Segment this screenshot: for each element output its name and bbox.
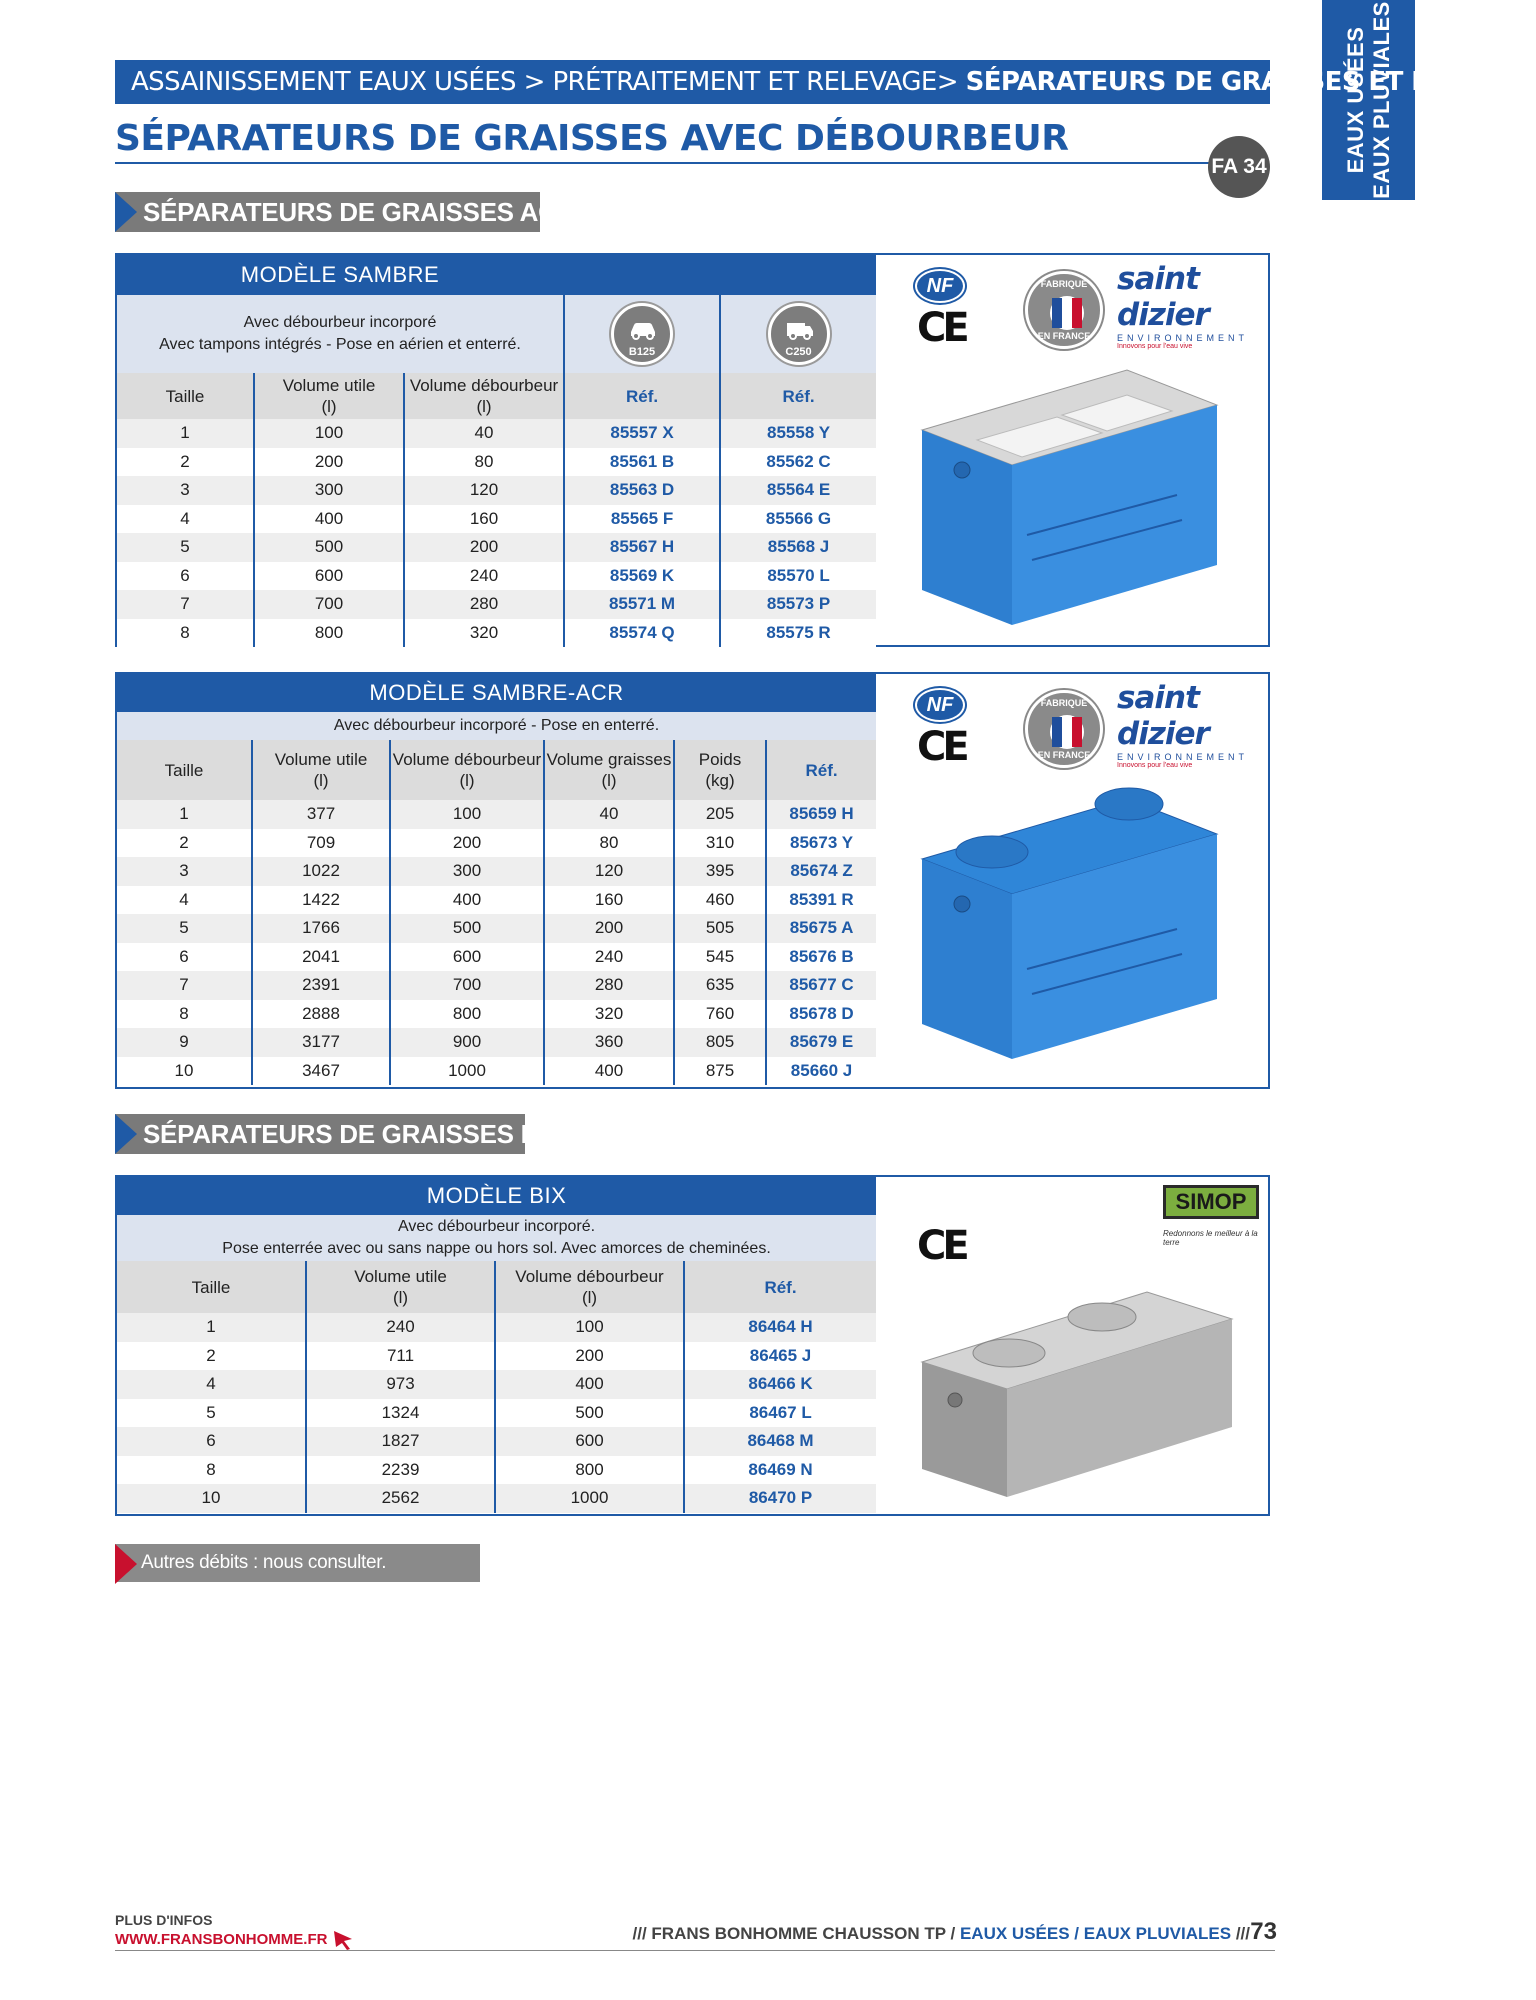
table-row — [117, 562, 876, 591]
side-tab-line2: EAUX PLUVIALES — [1368, 1, 1394, 199]
simop-logo: SIMOP — [1163, 1185, 1259, 1219]
table-row — [117, 419, 876, 448]
bix-cell-vu: 973 — [306, 1370, 495, 1399]
sambre-cell-taille: 5 — [117, 533, 254, 562]
acr-cell-taille: 2 — [117, 829, 252, 858]
side-tab-line1: EAUX USÉES — [1342, 26, 1368, 174]
table-row — [117, 1399, 876, 1428]
acr-cell-taille: 4 — [117, 886, 252, 915]
ce-mark: CE — [917, 724, 966, 770]
sambre-cell-vd: 80 — [404, 448, 564, 477]
sambre-cell-r2: 85564 E — [720, 476, 876, 505]
acr-cell-taille: 9 — [117, 1028, 252, 1057]
header-volume-utile: Volume utile (l) — [254, 373, 404, 419]
sambre-cell-vd: 200 — [404, 533, 564, 562]
acr-cell-vg: 320 — [544, 1000, 674, 1029]
acr-cell-r: 85391 R — [766, 886, 876, 915]
bix-description — [117, 1215, 876, 1261]
acr-cell-r: 85678 D — [766, 1000, 876, 1029]
acr-cell-vg: 360 — [544, 1028, 674, 1057]
acr-cell-r: 85673 Y — [766, 829, 876, 858]
bix-table — [117, 1177, 876, 1513]
header-taille: Taille — [117, 740, 252, 800]
acr-cell-vd: 800 — [390, 1000, 544, 1029]
sambre-cell-vd: 320 — [404, 619, 564, 648]
header-ref: Réf. — [684, 1261, 876, 1313]
bix-cell-taille: 2 — [117, 1342, 306, 1371]
bix-cell-vd: 500 — [495, 1399, 684, 1428]
bix-cell-taille: 10 — [117, 1484, 306, 1513]
bix-cell-vd: 600 — [495, 1427, 684, 1456]
acr-cell-vd: 1000 — [390, 1057, 544, 1086]
sambre-cell-r2: 85568 J — [720, 533, 876, 562]
sambre-cell-r1: 85571 M — [564, 590, 720, 619]
sambre-table — [117, 255, 876, 647]
acr-cell-vd: 600 — [390, 943, 544, 972]
nf-logo: NF — [915, 688, 965, 722]
sambre-cell-r2: 85570 L — [720, 562, 876, 591]
sambre-cell-taille: 2 — [117, 448, 254, 477]
acr-cell-vg: 280 — [544, 971, 674, 1000]
sambre-cell-r1: 85574 Q — [564, 619, 720, 648]
acr-cell-p: 205 — [674, 800, 766, 829]
page-title: SÉPARATEURS DE GRAISSES AVEC DÉBOURBEUR — [115, 118, 1069, 159]
acr-cell-vu: 709 — [252, 829, 390, 858]
acr-cell-vg: 400 — [544, 1057, 674, 1086]
acr-cell-vg: 120 — [544, 857, 674, 886]
sambre-cell-taille: 4 — [117, 505, 254, 534]
sambre-acr-product-box — [115, 672, 1270, 1089]
acr-cell-p: 460 — [674, 886, 766, 915]
acr-cell-vu: 1422 — [252, 886, 390, 915]
bix-product-box — [115, 1175, 1270, 1516]
bix-cell-taille: 6 — [117, 1427, 306, 1456]
c250-icon-cell — [720, 295, 876, 373]
sambre-cell-r1: 85561 B — [564, 448, 720, 477]
bix-cell-r: 86466 K — [684, 1370, 876, 1399]
acr-cell-vg: 40 — [544, 800, 674, 829]
section-header-acier: SÉPARATEURS DE GRAISSES ACIER — [115, 192, 540, 232]
acr-cell-r: 85677 C — [766, 971, 876, 1000]
breadcrumb-path: ASSAINISSEMENT EAUX USÉES > PRÉTRAITEMENT ET RELEVAGE> — [131, 67, 966, 97]
bix-cell-taille: 1 — [117, 1313, 306, 1342]
van-icon — [768, 303, 830, 365]
sambre-cell-vu: 600 — [254, 562, 404, 591]
sambre-tank-image — [917, 345, 1257, 635]
table-row — [117, 1484, 876, 1513]
acr-cell-vd: 400 — [390, 886, 544, 915]
acr-cell-vd: 700 — [390, 971, 544, 1000]
sambre-cell-r1: 85565 F — [564, 505, 720, 534]
table-row — [117, 943, 876, 972]
ce-mark: CE — [917, 1223, 966, 1269]
sambre-product-box — [115, 253, 1270, 647]
bix-cell-r: 86465 J — [684, 1342, 876, 1371]
acr-cell-vu: 377 — [252, 800, 390, 829]
sambre-model-title: MODÈLE SAMBRE — [117, 255, 564, 295]
header-taille: Taille — [117, 1261, 306, 1313]
b125-label: B125 — [628, 346, 656, 358]
acr-cell-p: 635 — [674, 971, 766, 1000]
acr-cell-vd: 300 — [390, 857, 544, 886]
acr-cell-vd: 900 — [390, 1028, 544, 1057]
sambre-cell-r1: 85563 D — [564, 476, 720, 505]
simop-tagline: Redonnons le meilleur à la terre — [1163, 1229, 1258, 1247]
ce-mark: CE — [917, 305, 966, 351]
sambre-cell-vu: 300 — [254, 476, 404, 505]
note-other-flows: Autres débits : nous consulter. — [115, 1544, 480, 1582]
sambre-cell-taille: 1 — [117, 419, 254, 448]
bix-tank-image — [917, 1257, 1257, 1502]
acr-cell-r: 85674 Z — [766, 857, 876, 886]
acr-cell-taille: 10 — [117, 1057, 252, 1086]
breadcrumb — [115, 60, 1536, 104]
acr-cell-r: 85659 H — [766, 800, 876, 829]
sambre-cell-vu: 200 — [254, 448, 404, 477]
sambre-cell-vd: 40 — [404, 419, 564, 448]
header-volume-debourbeur: Volume débourbeur (l) — [390, 740, 544, 800]
table-row — [117, 914, 876, 943]
bix-cell-vu: 2239 — [306, 1456, 495, 1485]
table-row — [117, 590, 876, 619]
bix-cell-r: 86464 H — [684, 1313, 876, 1342]
sambre-cell-taille: 6 — [117, 562, 254, 591]
sambre-acr-description: Avec débourbeur incorporé - Pose en enterré. — [117, 712, 876, 740]
acr-cell-vg: 80 — [544, 829, 674, 858]
saint-dizier-logo: saint dizier ENVIRONNEMENT Innovons pour l'eau vive — [1117, 261, 1249, 350]
page-number: 73 — [1250, 1918, 1277, 1945]
bix-cell-r: 86467 L — [684, 1399, 876, 1428]
acr-cell-vg: 200 — [544, 914, 674, 943]
table-row — [117, 971, 876, 1000]
bix-cell-vu: 711 — [306, 1342, 495, 1371]
sambre-acr-table — [117, 674, 876, 1085]
header-ref-c250: Réf. — [720, 373, 876, 419]
footer-plus-infos: PLUS D'INFOS — [115, 1912, 213, 1928]
acr-cell-vg: 240 — [544, 943, 674, 972]
table-row — [117, 1342, 876, 1371]
c250-label: C250 — [785, 346, 812, 358]
bix-cell-taille: 4 — [117, 1370, 306, 1399]
acr-cell-taille: 1 — [117, 800, 252, 829]
breadcrumb-current: SÉPARATEURS DE GRAISSES ET FÉCULES — [965, 67, 1536, 97]
sambre-desc-line2: Avec tampons intégrés - Pose en aérien et enterré. — [159, 336, 521, 353]
acr-cell-r: 85675 A — [766, 914, 876, 943]
table-row — [117, 1000, 876, 1029]
side-category-tab[interactable] — [1322, 0, 1415, 200]
sambre-desc-line1: Avec débourbeur incorporé — [243, 314, 437, 331]
acr-cell-p: 395 — [674, 857, 766, 886]
bix-cell-vu: 240 — [306, 1313, 495, 1342]
acr-cell-r: 85660 J — [766, 1057, 876, 1086]
cursor-arrow-icon — [332, 1929, 356, 1951]
acr-cell-vu: 2391 — [252, 971, 390, 1000]
fa-badge: FA 34 — [1208, 136, 1270, 198]
header-volume-debourbeur: Volume débourbeur (l) — [404, 373, 564, 419]
sambre-cell-r1: 85569 K — [564, 562, 720, 591]
bix-model-title: MODÈLE BIX — [117, 1177, 876, 1215]
sambre-cell-r2: 85558 Y — [720, 419, 876, 448]
bix-cell-vu: 1827 — [306, 1427, 495, 1456]
bix-cell-vd: 400 — [495, 1370, 684, 1399]
table-row — [117, 1427, 876, 1456]
nf-logo: NF — [915, 269, 965, 303]
table-row — [117, 476, 876, 505]
table-row — [117, 533, 876, 562]
saint-dizier-logo: saint dizier ENVIRONNEMENT Innovons pour l'eau vive — [1117, 680, 1249, 769]
table-row — [117, 857, 876, 886]
acr-cell-taille: 3 — [117, 857, 252, 886]
sambre-cell-r2: 85562 C — [720, 448, 876, 477]
header-ref-b125: Réf. — [564, 373, 720, 419]
bix-cell-r: 86468 M — [684, 1427, 876, 1456]
footer-website-link[interactable]: WWW.FRANSBONHOMME.FR — [115, 1929, 356, 1951]
acr-cell-vu: 2041 — [252, 943, 390, 972]
bix-desc-line1: Avec débourbeur incorporé. — [397, 1218, 596, 1235]
section-header-inox: SÉPARATEURS DE GRAISSES INOX — [115, 1114, 525, 1154]
sambre-acr-tank-image — [917, 764, 1257, 1074]
bix-cell-vu: 2562 — [306, 1484, 495, 1513]
sambre-description — [117, 295, 564, 373]
sambre-cell-taille: 3 — [117, 476, 254, 505]
sambre-cell-r2: 85575 R — [720, 619, 876, 648]
header-ref: Réf. — [766, 740, 876, 800]
table-row — [117, 829, 876, 858]
header-volume-graisses: Volume graisses (l) — [544, 740, 674, 800]
acr-cell-p: 760 — [674, 1000, 766, 1029]
sambre-cell-r1: 85567 H — [564, 533, 720, 562]
bix-cell-r: 86469 N — [684, 1456, 876, 1485]
bix-cell-r: 86470 P — [684, 1484, 876, 1513]
acr-cell-vd: 100 — [390, 800, 544, 829]
acr-cell-taille: 7 — [117, 971, 252, 1000]
car-icon — [611, 303, 673, 365]
bix-cell-vd: 1000 — [495, 1484, 684, 1513]
acr-cell-p: 545 — [674, 943, 766, 972]
bix-cell-vu: 1324 — [306, 1399, 495, 1428]
sambre-cell-taille: 7 — [117, 590, 254, 619]
bix-cell-taille: 5 — [117, 1399, 306, 1428]
header-volume-utile: Volume utile (l) — [252, 740, 390, 800]
sambre-cell-vd: 280 — [404, 590, 564, 619]
acr-cell-vg: 160 — [544, 886, 674, 915]
table-row — [117, 1456, 876, 1485]
sambre-cell-vd: 240 — [404, 562, 564, 591]
footer-publication: /// FRANS BONHOMME CHAUSSON TP / EAUX USÉES / EAUX PLUVIALES /// — [632, 1924, 1250, 1943]
header-poids: Poids (kg) — [674, 740, 766, 800]
footer-rule — [115, 1950, 1275, 1951]
table-row — [117, 619, 876, 648]
header-taille: Taille — [117, 373, 254, 419]
acr-cell-vu: 1022 — [252, 857, 390, 886]
sambre-cell-vu: 500 — [254, 533, 404, 562]
acr-cell-vu: 3467 — [252, 1057, 390, 1086]
fabrique-en-france-badge: FABRIQUÉ EN FRANCE — [1025, 271, 1103, 349]
fabrique-en-france-badge: FABRIQUÉ EN FRANCE — [1025, 690, 1103, 768]
bix-cell-taille: 8 — [117, 1456, 306, 1485]
table-row — [117, 1313, 876, 1342]
title-rule — [115, 162, 1225, 164]
table-row — [117, 448, 876, 477]
sambre-cell-vu: 400 — [254, 505, 404, 534]
acr-cell-vu: 1766 — [252, 914, 390, 943]
acr-cell-r: 85679 E — [766, 1028, 876, 1057]
table-row — [117, 886, 876, 915]
bix-desc-line2: Pose enterrée avec ou sans nappe ou hors sol. Avec amorces de cheminées. — [222, 1240, 771, 1257]
acr-cell-p: 505 — [674, 914, 766, 943]
acr-cell-vu: 2888 — [252, 1000, 390, 1029]
sambre-cell-vu: 800 — [254, 619, 404, 648]
sambre-cell-vu: 700 — [254, 590, 404, 619]
sambre-cell-vd: 160 — [404, 505, 564, 534]
acr-cell-taille: 5 — [117, 914, 252, 943]
sambre-cell-taille: 8 — [117, 619, 254, 648]
acr-cell-taille: 6 — [117, 943, 252, 972]
sambre-cell-r2: 85573 P — [720, 590, 876, 619]
acr-cell-p: 310 — [674, 829, 766, 858]
acr-cell-taille: 8 — [117, 1000, 252, 1029]
acr-cell-p: 805 — [674, 1028, 766, 1057]
acr-cell-r: 85676 B — [766, 943, 876, 972]
bix-cell-vd: 800 — [495, 1456, 684, 1485]
header-volume-debourbeur: Volume débourbeur (l) — [495, 1261, 684, 1313]
acr-cell-p: 875 — [674, 1057, 766, 1086]
acr-cell-vd: 500 — [390, 914, 544, 943]
bix-cell-vd: 200 — [495, 1342, 684, 1371]
table-row — [117, 505, 876, 534]
table-row — [117, 1370, 876, 1399]
sambre-cell-vu: 100 — [254, 419, 404, 448]
bix-cell-vd: 100 — [495, 1313, 684, 1342]
acr-cell-vd: 200 — [390, 829, 544, 858]
sambre-cell-vd: 120 — [404, 476, 564, 505]
table-row — [117, 1028, 876, 1057]
acr-cell-vu: 3177 — [252, 1028, 390, 1057]
table-row — [117, 1057, 876, 1086]
header-volume-utile: Volume utile (l) — [306, 1261, 495, 1313]
table-row — [117, 800, 876, 829]
sambre-acr-model-title: MODÈLE SAMBRE-ACR — [117, 674, 876, 712]
b125-icon-cell — [564, 295, 720, 373]
sambre-cell-r1: 85557 X — [564, 419, 720, 448]
sambre-cell-r2: 85566 G — [720, 505, 876, 534]
